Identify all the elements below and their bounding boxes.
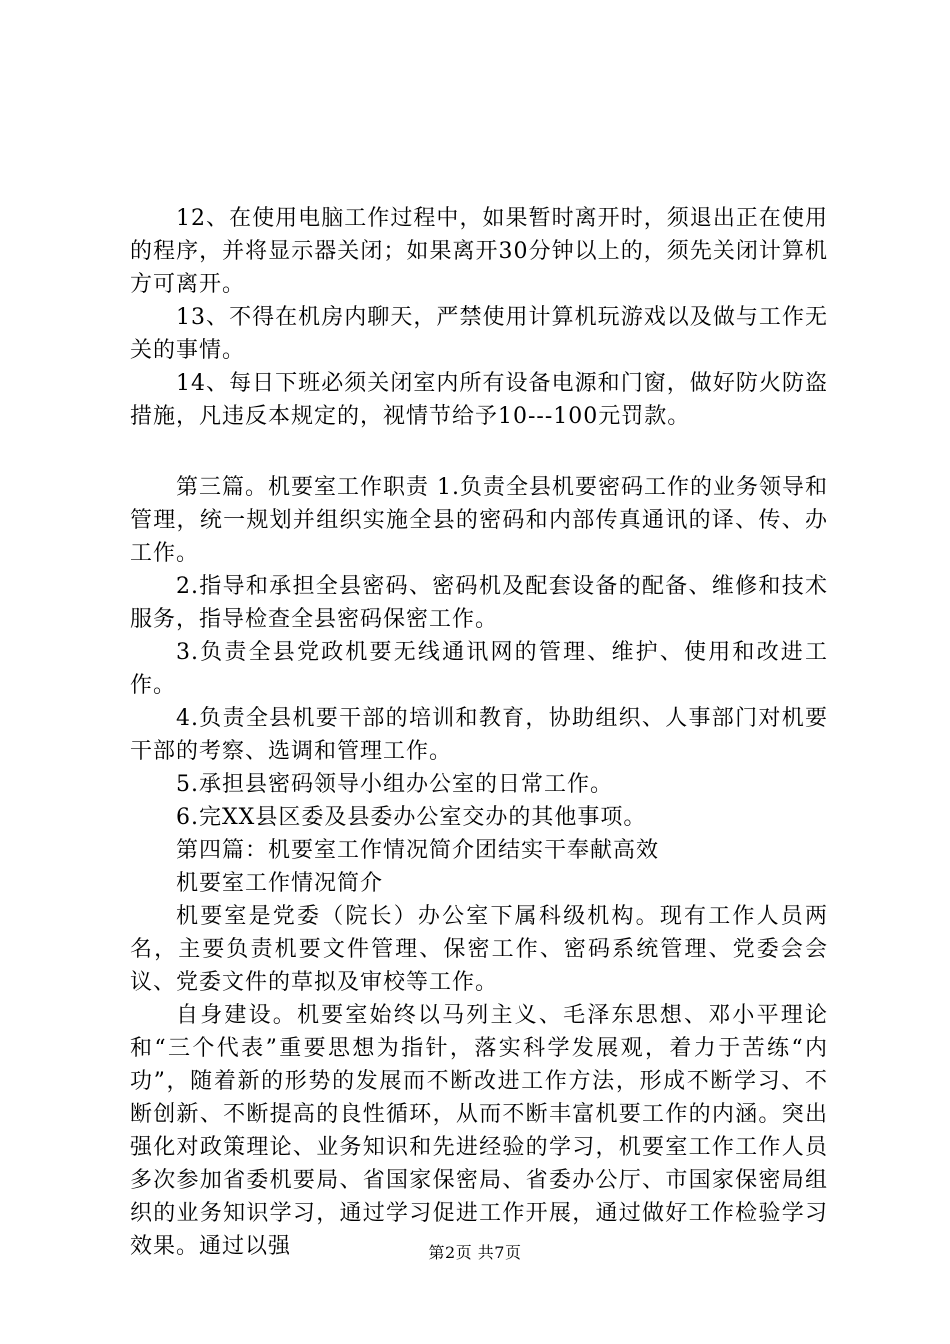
page-footer: 第2页 共7页 bbox=[428, 1243, 522, 1262]
duty-item-5: 5.承担县密码领导小组办公室的日常工作。 bbox=[176, 772, 613, 797]
duty-item-6: 6.完XX县区委及县委办公室交办的其他事项。 bbox=[176, 805, 647, 830]
rule-item-14: 14、每日下班必须关闭室内所有设备电源和门窗，做好防火防盗措施，凡违反本规定的，视情节给予10---100元罚款。 bbox=[130, 371, 828, 429]
rule-item-12: 12、在使用电脑工作过程中，如果暂时离开时，须退出正在使用的程序，并将显示器关闭；如果离开30分钟以上的，须先关闭计算机方可离开。 bbox=[130, 206, 828, 297]
duty-item-3: 3.负责全县党政机要无线通讯网的管理、维护、使用和改进工作。 bbox=[130, 640, 828, 698]
rule-item-13: 13、不得在机房内聊天，严禁使用计算机玩游戏以及做与工作无关的事情。 bbox=[130, 305, 828, 363]
duty-item-4: 4.负责全县机要干部的培训和教育，协助组织、人事部门对机要干部的考察、选调和管理工作。 bbox=[130, 706, 828, 764]
document-body bbox=[130, 202, 828, 1263]
section-3-heading-duty-1: 第三篇。机要室工作职责 1.负责全县机要密码工作的业务领导和管理，统一规划并组织实施全县的密码和内部传真通讯的译、传、办工作。 bbox=[130, 475, 828, 566]
self-building-paragraph: 自身建设。机要室始终以马列主义、毛泽东思想、邓小平理论和“三个代表”重要思想为指针，落实科学发展观，着力于苦练“内功”，随着新的形势的发展而不断改进工作方法，形成不断学习、不断创新、不断提高的良性循环，从而不断丰富机要工作的内涵。突出强化对政策理论、业务知识和先进经验的学习，机要室工作工作人员多次参加省委机要局、省国家保密局、省委办公厅、市国家保密局组织的业务知识学习，通过学习促进工作开展，通过做好工作检验学习效果。通过以强 bbox=[130, 1003, 828, 1259]
intro-paragraph: 机要室是党委（院长）办公室下属科级机构。现有工作人员两名，主要负责机要文件管理、保密工作、密码系统管理、党委会会议、党委文件的草拟及审校等工作。 bbox=[130, 904, 828, 995]
section-4-subtitle: 机要室工作情况简介 bbox=[176, 871, 384, 896]
duty-item-2: 2.指导和承担全县密码、密码机及配套设备的配备、维修和技术服务，指导检查全县密码保密工作。 bbox=[130, 574, 828, 632]
section-4-heading: 第四篇：机要室工作情况简介团结实干奉献高效 bbox=[176, 838, 660, 863]
section-spacer bbox=[130, 433, 828, 471]
